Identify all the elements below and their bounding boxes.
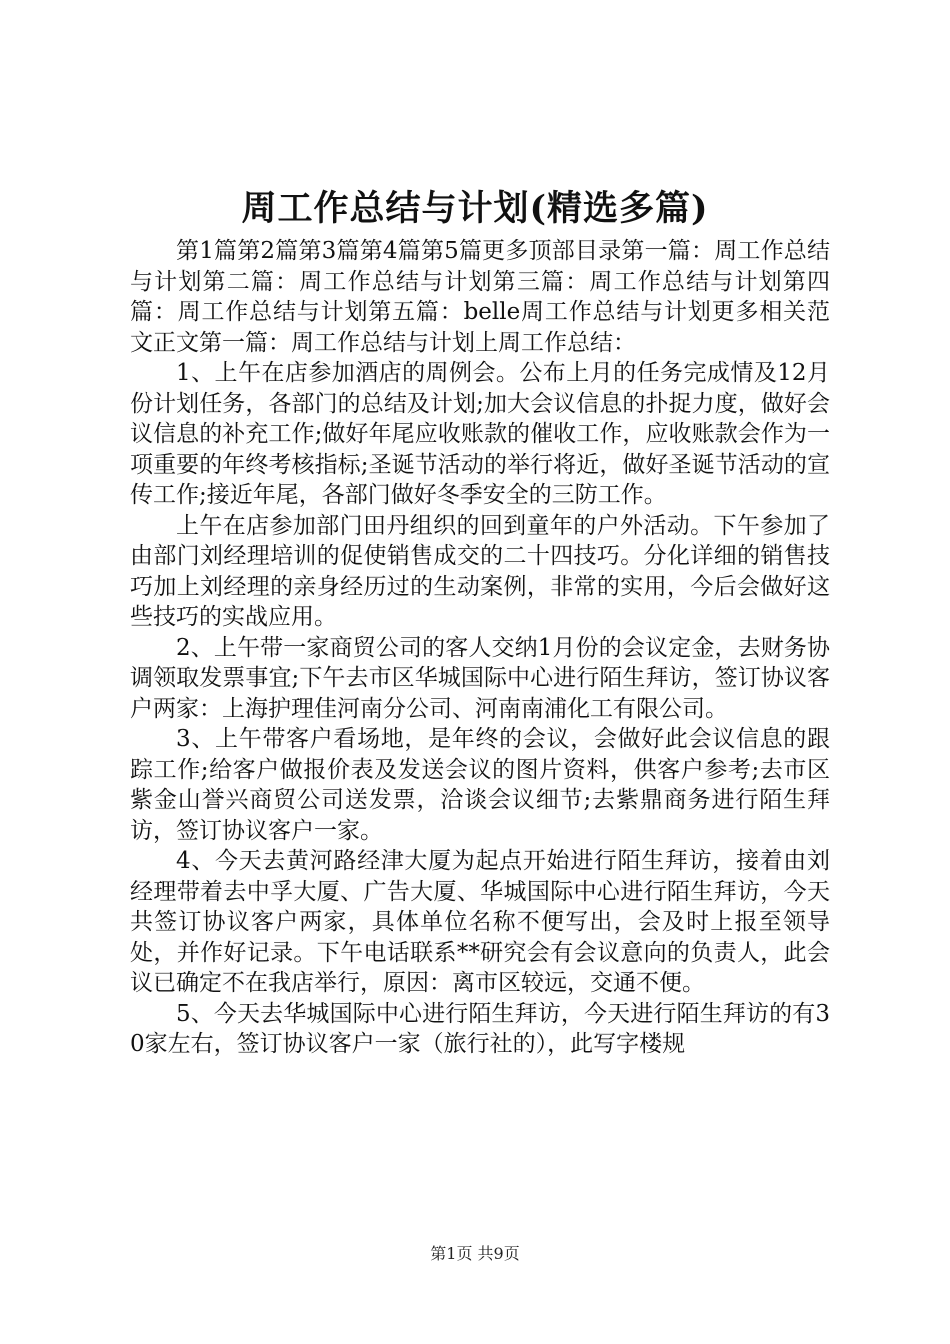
document-body [130, 236, 830, 1060]
document-title: 周工作总结与计划(精选多篇) [241, 188, 709, 229]
paragraph: 1、上午在店参加酒店的周例会。公布上月的任务完成情及12月份计划任务，各部门的总结及计划;加大会议信息的扑捉力度，做好会议信息的补充工作;做好年尾应收账款的催收工作，应收账款会作为一项重要的年终考核指标;圣诞节活动的举行将近，做好圣诞节活动的宣传工作;接近年尾，各部门做好冬季安全的三防工作。 [130, 360, 830, 508]
paragraph: 4、今天去黄河路经津大厦为起点开始进行陌生拜访，接着由刘经理带着去中孚大厦、广告大厦、华城国际中心进行陌生拜访，今天共签订协议客户两家，具体单位名称不便写出，会及时上报至领导处，并作好记录。下午电话联系**研究会有会议意向的负责人，此会议已确定不在我店举行，原因：离市区较远，交通不便。 [130, 848, 830, 996]
paragraph: 2、上午带一家商贸公司的客人交纳1月份的会议定金，去财务协调领取发票事宜;下午去市区华城国际中心进行陌生拜访，签订协议客户两家：上海护理佳河南分公司、河南南浦化工有限公司。 [130, 634, 830, 722]
paragraph: 上午在店参加部门田丹组织的回到童年的户外活动。下午参加了由部门刘经理培训的促使销售成交的二十四技巧。分化详细的销售技巧加上刘经理的亲身经历过的生动案例，非常的实用，今后会做好这些技巧的实战应用。 [130, 512, 830, 630]
page-footer: 第1页 共9页 [430, 1244, 520, 1263]
paragraph: 第1篇第2篇第3篇第4篇第5篇更多顶部目录第一篇：周工作总结与计划第二篇：周工作总结与计划第三篇：周工作总结与计划第四篇：周工作总结与计划第五篇：belle周工作总结与计划更多相关范文正文第一篇：周工作总结与计划上周工作总结： [130, 238, 830, 356]
paragraph: 3、上午带客户看场地，是年终的会议，会做好此会议信息的跟踪工作;给客户做报价表及发送会议的图片资料，供客户参考;去市区紫金山誉兴商贸公司送发票，洽谈会议细节;去紫鼎商务进行陌生拜访，签订协议客户一家。 [130, 726, 830, 844]
paragraph: 5、今天去华城国际中心进行陌生拜访，今天进行陌生拜访的有30家左右，签订协议客户一家（旅行社的），此写字楼规 [130, 1000, 830, 1057]
